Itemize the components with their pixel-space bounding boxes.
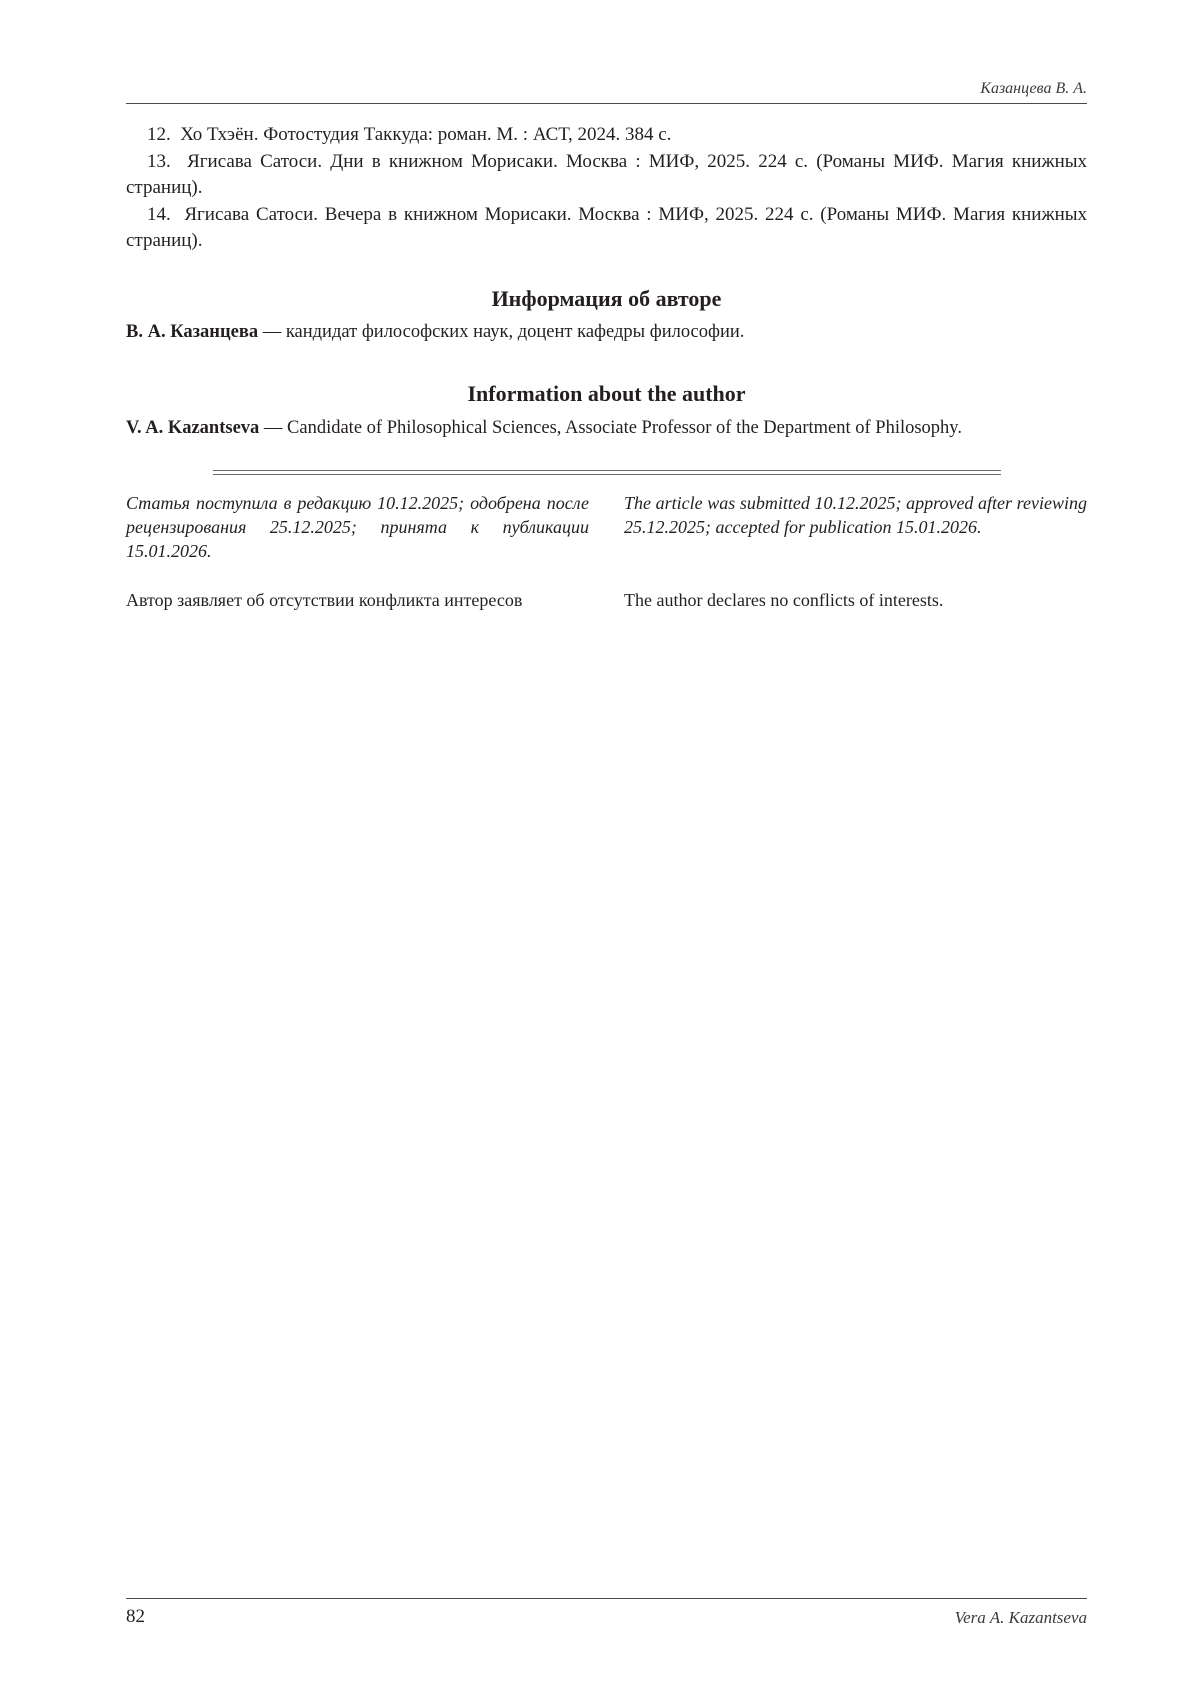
reference-text: Ягисава Сатоси. Вечера в книжном Морисаки. Москва : МИФ, 2025. 224 с. (Романы МИФ. Магия книжных страниц). — [126, 203, 1088, 251]
author-info-title-ru: Информация об авторе — [491, 286, 722, 311]
reference-number: 14. — [147, 203, 171, 225]
author-info-title-en: Information about the author — [467, 381, 746, 406]
reference-item — [126, 149, 1087, 202]
article-meta-en — [624, 491, 1087, 610]
running-head: Казанцева В. А. — [980, 80, 1087, 97]
header-rule — [126, 103, 1087, 104]
article-meta-ru — [126, 491, 589, 610]
reference-item — [126, 202, 1087, 255]
conflict-statement-ru: Автор заявляет об отсутствии конфликта интересов — [126, 590, 523, 610]
author-name-ru: В. А. Казанцева — [126, 322, 259, 342]
article-dates-ru: Статья поступила в редакцию 10.12.2025; одобрена после рецензирования 25.12.2025; принята к публикации 15.01.2026. — [126, 493, 589, 561]
author-info-en — [126, 418, 1087, 439]
footer-rule — [126, 1598, 1087, 1599]
article-dates-en: The article was submitted 10.12.2025; approved after reviewing 25.12.2025; accepted for publication 15.01.2026. — [624, 493, 1087, 537]
reference-text: Ягисава Сатоси. Дни в книжном Морисаки. Москва : МИФ, 2025. 224 с. (Романы МИФ. Магия книжных страниц). — [126, 150, 1088, 198]
reference-item — [126, 122, 1087, 149]
reference-number: 12. — [147, 124, 171, 145]
author-name-en: V. A. Kazantseva — [126, 418, 260, 438]
journal-page — [126, 0, 1087, 1697]
author-info-ru — [126, 322, 1087, 343]
running-foot: Vera A. Kazantseva — [954, 1608, 1087, 1627]
reference-list — [126, 122, 1087, 255]
page-number: 82 — [126, 1606, 145, 1627]
conflict-statement-en: The author declares no conflicts of interests. — [624, 590, 944, 610]
reference-text: Хо Тхэён. Фотостудия Таккуда: роман. М. : АСТ, 2024. 384 с. — [180, 124, 672, 145]
author-description-en: — Candidate of Philosophical Sciences, Associate Professor of the Department of Philosophy. — [259, 418, 962, 438]
reference-number: 13. — [147, 150, 171, 172]
author-description-ru: — кандидат философских наук, доцент кафедры философии. — [258, 322, 745, 342]
section-divider — [213, 470, 1001, 475]
